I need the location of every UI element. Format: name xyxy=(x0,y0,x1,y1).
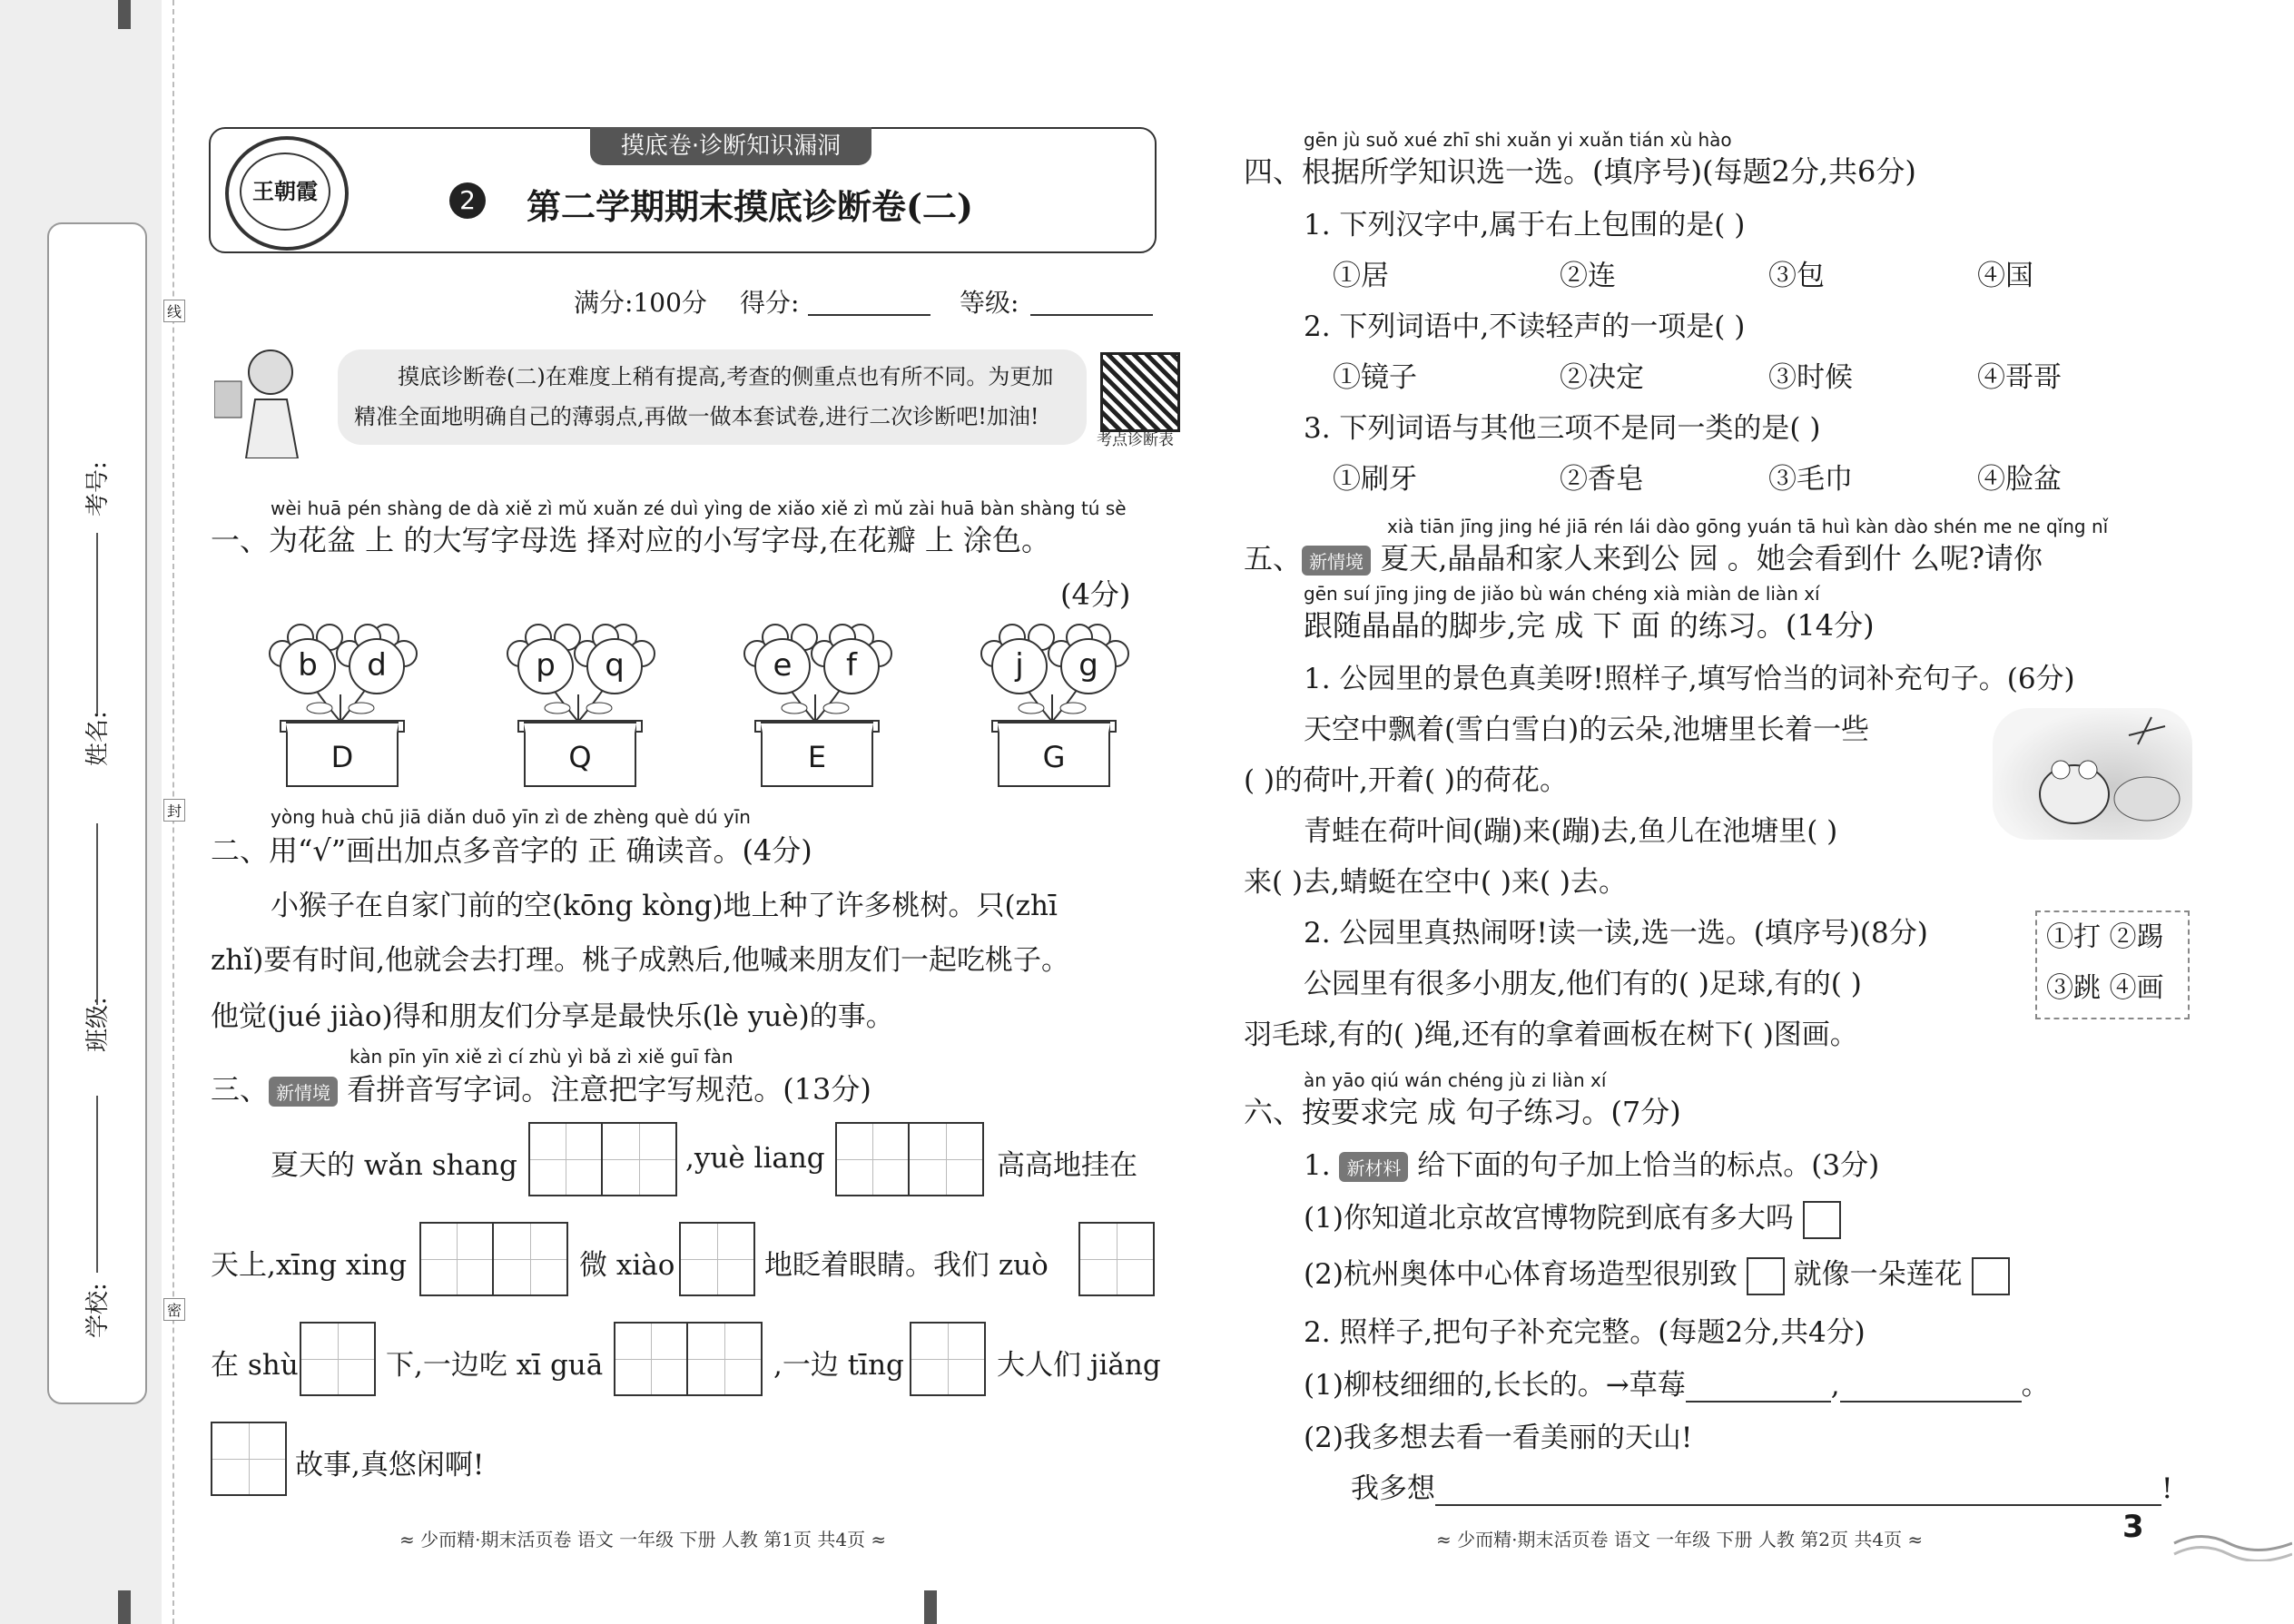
answer-grid[interactable] xyxy=(614,1322,763,1396)
page-number: 3 xyxy=(2122,1509,2144,1545)
q4-text: 四、根据所学知识选一选。(填序号)(每题2分,共6分) xyxy=(1244,154,1916,189)
q4-o2-3[interactable]: ③时候 xyxy=(1768,361,1853,394)
qr-code-icon[interactable] xyxy=(1100,352,1180,432)
q6-s1-line xyxy=(1304,1142,1879,1183)
q6-s1-prefix: 1. xyxy=(1304,1149,1331,1182)
q6-s1b1: (2)杭州奥体中心体育场造型很别致 xyxy=(1304,1258,1738,1291)
q5-pinyin-1: xià tiān jīng jing hé jiā rén lái dào gōng yuán tā huì kàn dào shén me ne qǐng nǐ xyxy=(1387,516,2109,537)
q4-o1-3[interactable]: ③包 xyxy=(1768,260,1825,292)
q3-pinyin: kàn pīn yīn xiě zì cí zhù yì bǎ zì xiě guī fàn xyxy=(350,1046,733,1068)
q5-s1: 1. 公园里的景色真美呀!照样子,填写恰当的词补充句子。(6分) xyxy=(1304,663,2075,695)
q4-s2: 2. 下列词语中,不读轻声的一项是( ) xyxy=(1304,310,1746,343)
wave-decoration xyxy=(2120,1507,2292,1561)
q3-r1b: ,yuè liang xyxy=(685,1142,825,1175)
teacher-illustration xyxy=(214,345,323,458)
petal-letter[interactable]: g xyxy=(1060,638,1117,694)
new-context-badge: 新情境 xyxy=(269,1077,338,1107)
school-label: 学校: xyxy=(84,1283,112,1338)
q6-s2c: 我多想 xyxy=(1351,1472,1435,1505)
q6-s1: 给下面的句子加上恰当的标点。(3分) xyxy=(1417,1149,1880,1182)
flower xyxy=(263,622,418,776)
q3-heading xyxy=(211,1067,871,1108)
answer-grid[interactable] xyxy=(528,1122,677,1196)
footer-right: ≈ 少而精·期末活页卷 语文 一年级 下册 人教 第2页 共4页 ≈ xyxy=(1436,1529,1924,1550)
intro-line-2: 精准全面地明确自己的薄弱点,再做一做本套试卷,进行二次诊断吧!加油! xyxy=(354,404,1039,429)
q4-o1-2[interactable]: ②连 xyxy=(1560,260,1616,292)
q6-period: 。 xyxy=(2021,1369,2050,1402)
binding-mark xyxy=(118,0,131,29)
q3-r3d: 大人们 jiǎng xyxy=(997,1349,1161,1382)
q3-r2a: 天上,xīng xing xyxy=(211,1249,408,1282)
q1-pinyin: wèi huā pén shàng de dà xiě zì mǔ xuǎn zé duì yìng de xiǎo xiě zì mǔ zài huā bàn shàng tú sè xyxy=(271,497,1127,519)
center-mark xyxy=(924,1590,937,1624)
flower xyxy=(501,622,655,776)
petal-letter[interactable]: j xyxy=(991,638,1048,694)
flower xyxy=(975,622,1129,776)
petal-letter[interactable]: e xyxy=(754,638,811,694)
q5-text-1: 夏天,晶晶和家人来到公 园 。她会看到什 么呢?请你 xyxy=(1380,541,2043,576)
answer-grid[interactable] xyxy=(835,1122,984,1196)
q3-r3a: 在 shù xyxy=(211,1349,299,1382)
binding-tick-feng: 封 xyxy=(163,799,185,822)
class-field[interactable] xyxy=(96,823,98,1005)
q2-line-2: zhǐ)要有时间,他就会去打理。桃子成熟后,他喊来朋友们一起吃桃子。 xyxy=(211,944,1070,977)
flower-pot-letter: E xyxy=(761,723,873,787)
q2-text: 二、用“√”画出加点多音字的 正 确读音。(4分) xyxy=(211,833,812,868)
q5-options-1: ①打 ②踢 xyxy=(2046,921,2164,953)
exam-no-label: 考号: xyxy=(84,461,112,517)
q6-s2b: (2)我多想去看一看美丽的天山! xyxy=(1304,1422,1693,1454)
petal-letter[interactable]: q xyxy=(586,638,643,694)
q5-s2b: 羽毛球,有的( )绳,还有的拿着画板在树下( )图画。 xyxy=(1244,1019,1858,1051)
q5-s2a: 公园里有很多小朋友,他们有的( )足球,有的( ) xyxy=(1304,968,1862,1000)
petal-letter[interactable]: b xyxy=(280,638,336,694)
q4-o2-2[interactable]: ②决定 xyxy=(1560,361,1644,394)
q4-o3-4[interactable]: ④脸盆 xyxy=(1977,463,2062,496)
q3-r1a: 夏天的 wǎn shang xyxy=(271,1149,517,1182)
answer-grid[interactable] xyxy=(419,1222,568,1296)
q4-o3-1[interactable]: ①刷牙 xyxy=(1333,463,1417,496)
q3-r3b: 下,一边吃 xī guā xyxy=(386,1349,604,1382)
q2-pinyin: yòng huà chū jiā diǎn duō yīn zì de zhèng què dú yīn xyxy=(271,806,751,828)
q5-text-2: 跟随晶晶的脚步,完 成 下 面 的练习。(14分) xyxy=(1304,608,1875,643)
q6-comma: , xyxy=(1830,1369,1840,1402)
answer-grid[interactable] xyxy=(300,1322,376,1396)
q4-o1-1[interactable]: ①居 xyxy=(1333,260,1389,292)
new-context-badge: 新情境 xyxy=(1302,546,1371,576)
q3-r2b: 微 xiào xyxy=(579,1249,675,1282)
q5-s1b: ( )的荷叶,开着( )的荷花。 xyxy=(1244,764,1568,797)
q6-s1a: (1)你知道北京故宫博物院到底有多大吗 xyxy=(1304,1202,1794,1235)
q4-s1: 1. 下列汉字中,属于右上包围的是( ) xyxy=(1304,209,1746,241)
q4-o1-4[interactable]: ④国 xyxy=(1977,260,2033,292)
q2-line-1: 小猴子在自家门前的空(kōng kòng)地上种了许多桃树。只(zhī xyxy=(271,890,1058,922)
score-field[interactable] xyxy=(808,283,930,316)
q4-o2-4[interactable]: ④哥哥 xyxy=(1977,361,2062,394)
teacher-icon xyxy=(214,345,323,458)
q1-text: 一、为花盆 上 的大写字母选 择对应的小写字母,在花瓣 上 涂色。 xyxy=(211,523,1051,557)
q3-r2c: 地眨着眼睛。我们 zuò xyxy=(764,1249,1049,1282)
q5-s1d: 来( )去,蜻蜓在空中( )来( )去。 xyxy=(1244,866,1627,899)
answer-grid[interactable] xyxy=(910,1322,986,1396)
answer-grid[interactable] xyxy=(1078,1222,1155,1296)
q5-pinyin-2: gēn suí jīng jing de jiǎo bù wán chéng xià miàn de liàn xí xyxy=(1304,583,1820,605)
q4-o3-2[interactable]: ②香皂 xyxy=(1560,463,1644,496)
class-label: 班级: xyxy=(84,997,112,1052)
name-label: 姓名: xyxy=(84,711,112,766)
q2-line-3: 他觉(jué jiào)得和朋友们分享是最快乐(lè yuè)的事。 xyxy=(211,1000,894,1033)
q5-s1c: 青蛙在荷叶间(蹦)来(蹦)去,鱼儿在池塘里( ) xyxy=(1304,815,1838,848)
q6-s2: 2. 照样子,把句子补充完整。(每题2分,共4分) xyxy=(1304,1316,1866,1349)
answer-grid[interactable] xyxy=(211,1422,287,1496)
q6-s1a-line xyxy=(1304,1195,1841,1239)
q6-s1b-line xyxy=(1304,1251,2010,1295)
grade-label: 等级: xyxy=(960,288,1019,318)
q3-r1c: 高高地挂在 xyxy=(997,1149,1137,1182)
intro-bubble xyxy=(338,349,1087,445)
q5-s1a: 天空中飘着(雪白雪白)的云朵,池塘里长着一些 xyxy=(1304,714,1870,746)
q6-s2c-line xyxy=(1351,1465,2172,1506)
q4-s3: 3. 下列词语与其他三项不是同一类的是( ) xyxy=(1304,412,1821,445)
page-title: 第二学期期末摸底诊断卷(二) xyxy=(527,186,973,227)
qr-caption: 考点诊断表 xyxy=(1097,431,1174,449)
flower-pot-letter: G xyxy=(998,723,1110,787)
petal-letter[interactable]: d xyxy=(349,638,405,694)
q6-text: 六、按要求完 成 句子练习。(7分) xyxy=(1244,1095,1681,1129)
q6-s1b2: 就像一朵莲花 xyxy=(1793,1258,1963,1291)
q6-s2a: (1)柳枝细细的,长长的。→草莓 xyxy=(1304,1369,1686,1402)
q5-options-2: ③跳 ④画 xyxy=(2046,972,2164,1004)
q4-o2-1[interactable]: ①镜子 xyxy=(1333,361,1417,394)
punctuation-box[interactable] xyxy=(1747,1257,1785,1295)
new-material-badge: 新材料 xyxy=(1339,1152,1408,1182)
intro-line-1: 摸底诊断卷(二)在难度上稍有提高,考查的侧重点也有所不同。为更加 xyxy=(398,364,1054,389)
binding-mark xyxy=(118,1590,131,1624)
q6-s2a-line xyxy=(1304,1362,2050,1403)
binding-tick-mi: 密 xyxy=(163,1298,185,1321)
binding-tick-xian: 线 xyxy=(163,300,185,322)
q3-r4: 故事,真悠闲啊! xyxy=(295,1449,485,1481)
full-score: 满分:100分 xyxy=(574,288,707,318)
name-field[interactable] xyxy=(96,533,98,714)
flower-pot-letter: D xyxy=(286,723,399,787)
flower xyxy=(738,622,892,776)
q4-pinyin: gēn jù suǒ xué zhī shi xuǎn yi xuǎn tián xù hào xyxy=(1304,129,1732,151)
pond-illustration xyxy=(1993,708,2192,840)
answer-grid[interactable] xyxy=(679,1222,755,1296)
q5-s2: 2. 公园里真热闹呀!读一读,选一选。(填序号)(8分) xyxy=(1304,917,1928,950)
q5-prefix: 五、 xyxy=(1244,541,1303,576)
answer-line[interactable] xyxy=(1435,1473,2161,1506)
footer-left: ≈ 少而精·期末活页卷 语文 一年级 下册 人教 第1页 共4页 ≈ xyxy=(399,1529,887,1550)
petal-letter[interactable]: p xyxy=(517,638,574,694)
petal-letter[interactable]: f xyxy=(823,638,880,694)
school-field[interactable] xyxy=(96,1096,98,1273)
q3-prefix: 三、 xyxy=(211,1072,270,1107)
q5-heading xyxy=(1244,536,2043,577)
q6-excl: ! xyxy=(2161,1472,2173,1505)
answer-line[interactable] xyxy=(1840,1370,2022,1403)
q3-r3c: ,一边 tīng xyxy=(773,1349,904,1382)
q4-o3-3[interactable]: ③毛巾 xyxy=(1768,463,1853,496)
punctuation-box[interactable] xyxy=(1972,1257,2010,1295)
logo xyxy=(225,136,349,251)
grade-field[interactable] xyxy=(1030,283,1153,316)
score-label: 得分: xyxy=(740,288,800,318)
paper-number: 2 xyxy=(449,182,486,219)
q1-points: (4分) xyxy=(1060,577,1131,612)
answer-line[interactable] xyxy=(1686,1370,1831,1403)
flower-pot-letter: Q xyxy=(524,723,636,787)
student-info-box xyxy=(47,222,147,1404)
header-tag: 摸底卷·诊断知识漏洞 xyxy=(590,127,871,165)
logo-text: 王朝霞 xyxy=(240,153,330,231)
q3-text: 看拼音写字词。注意把字写规范。(13分) xyxy=(347,1072,871,1107)
q5-options-box xyxy=(2035,910,2190,1019)
frog-icon xyxy=(1993,708,2192,840)
punctuation-box[interactable] xyxy=(1803,1201,1841,1239)
q6-pinyin: àn yāo qiú wán chéng jù zi liàn xí xyxy=(1304,1069,1607,1091)
